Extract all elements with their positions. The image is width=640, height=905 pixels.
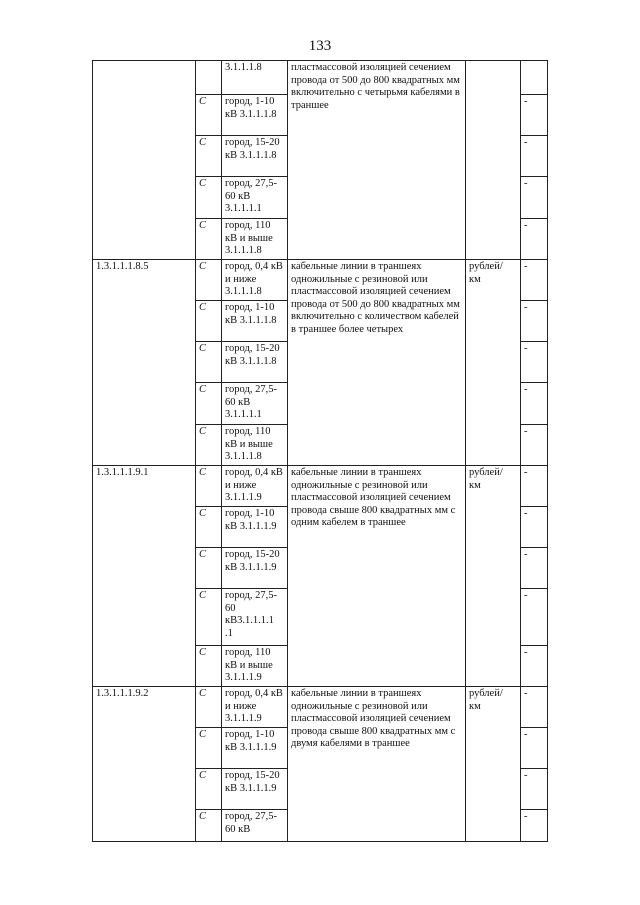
type-cell: С (196, 260, 222, 301)
value-cell: - (521, 219, 548, 260)
code-cell: 1.3.1.1.1.9.1 (93, 466, 196, 687)
location-cell: город, 0,4 кВ и ниже 3.1.1.1.9 (222, 466, 288, 507)
location-cell: город, 27,5-60 кВ 3.1.1.1.1 (222, 383, 288, 425)
table-row (93, 687, 548, 728)
description-cell: кабельные линии в траншеях одножильные с резиновой или пластмассовой изоляцией сечением провода от 500 до 800 квадратных мм включительно с количеством кабелей в траншее более четырех (288, 260, 466, 466)
location-cell: город, 15-20 кВ 3.1.1.1.9 (222, 769, 288, 810)
value-cell: - (521, 342, 548, 383)
location-cell: город, 0,4 кВ и ниже 3.1.1.1.9 (222, 687, 288, 728)
location-cell: город, 1-10 кВ 3.1.1.1.8 (222, 301, 288, 342)
value-cell: - (521, 466, 548, 507)
value-cell: - (521, 260, 548, 301)
code-cell (93, 61, 196, 260)
type-cell: С (196, 548, 222, 589)
location-cell: город, 110 кВ и выше 3.1.1.1.9 (222, 646, 288, 687)
type-cell: С (196, 466, 222, 507)
value-cell: - (521, 548, 548, 589)
page-number: 133 (308, 38, 332, 54)
value-cell (521, 61, 548, 95)
type-cell: С (196, 219, 222, 260)
unit-cell: рублей/ км (466, 260, 521, 466)
value-cell: - (521, 810, 548, 842)
location-cell: город, 1-10 кВ 3.1.1.1.9 (222, 728, 288, 769)
table-row (93, 466, 548, 507)
value-cell: - (521, 425, 548, 466)
table-row (93, 260, 548, 301)
value-cell: - (521, 301, 548, 342)
value-cell: - (521, 728, 548, 769)
location-cell: город, 1-10 кВ 3.1.1.1.8 (222, 95, 288, 136)
code-cell: 1.3.1.1.1.9.2 (93, 687, 196, 842)
type-cell: С (196, 136, 222, 177)
unit-cell: рублей/ км (466, 687, 521, 842)
type-cell: С (196, 425, 222, 466)
type-cell: С (196, 301, 222, 342)
location-cell: город, 15-20 кВ 3.1.1.1.9 (222, 548, 288, 589)
unit-cell: рублей/ км (466, 466, 521, 687)
value-cell: - (521, 177, 548, 219)
value-cell: - (521, 136, 548, 177)
table-row (93, 61, 548, 95)
location-cell: город, 27,5-60 кВ3.1.1.1.1 .1 (222, 589, 288, 646)
value-cell: - (521, 769, 548, 810)
location-cell: город, 110 кВ и выше 3.1.1.1.8 (222, 219, 288, 260)
table-body (93, 61, 548, 842)
location-cell: город, 15-20 кВ 3.1.1.1.8 (222, 136, 288, 177)
value-cell: - (521, 589, 548, 646)
type-cell: С (196, 687, 222, 728)
value-cell: - (521, 646, 548, 687)
location-cell: город, 27,5-60 кВ 3.1.1.1.1 (222, 177, 288, 219)
location-cell: город, 1-10 кВ 3.1.1.1.9 (222, 507, 288, 548)
type-cell: С (196, 383, 222, 425)
type-cell: С (196, 769, 222, 810)
type-cell: С (196, 95, 222, 136)
value-cell: - (521, 507, 548, 548)
unit-cell (466, 61, 521, 260)
type-cell: С (196, 646, 222, 687)
description-cell: пластмассовой изоляцией сечением провода от 500 до 800 квадратных мм включительно с четырьмя кабелями в траншее (288, 61, 466, 260)
type-cell: С (196, 177, 222, 219)
type-cell: С (196, 728, 222, 769)
value-cell: - (521, 687, 548, 728)
location-cell: город, 27,5-60 кВ (222, 810, 288, 842)
type-cell (196, 61, 222, 95)
type-cell: С (196, 342, 222, 383)
location-cell: город, 15-20 кВ 3.1.1.1.8 (222, 342, 288, 383)
description-cell: кабельные линии в траншеях одножильные с резиновой или пластмассовой изоляцией сечением провода свыше 800 квадратных мм с двумя кабелями в траншее (288, 687, 466, 842)
description-cell: кабельные линии в траншеях одножильные с резиновой или пластмассовой изоляцией сечением провода свыше 800 квадратных мм с одним кабелем в траншее (288, 466, 466, 687)
location-cell: 3.1.1.1.8 (222, 61, 288, 95)
type-cell: С (196, 507, 222, 548)
value-cell: - (521, 95, 548, 136)
location-cell: город, 110 кВ и выше 3.1.1.1.8 (222, 425, 288, 466)
location-cell: город, 0,4 кВ и ниже 3.1.1.1.8 (222, 260, 288, 301)
type-cell: С (196, 589, 222, 646)
code-cell: 1.3.1.1.1.8.5 (93, 260, 196, 466)
type-cell: С (196, 810, 222, 842)
tariff-table (92, 60, 548, 842)
value-cell: - (521, 383, 548, 425)
